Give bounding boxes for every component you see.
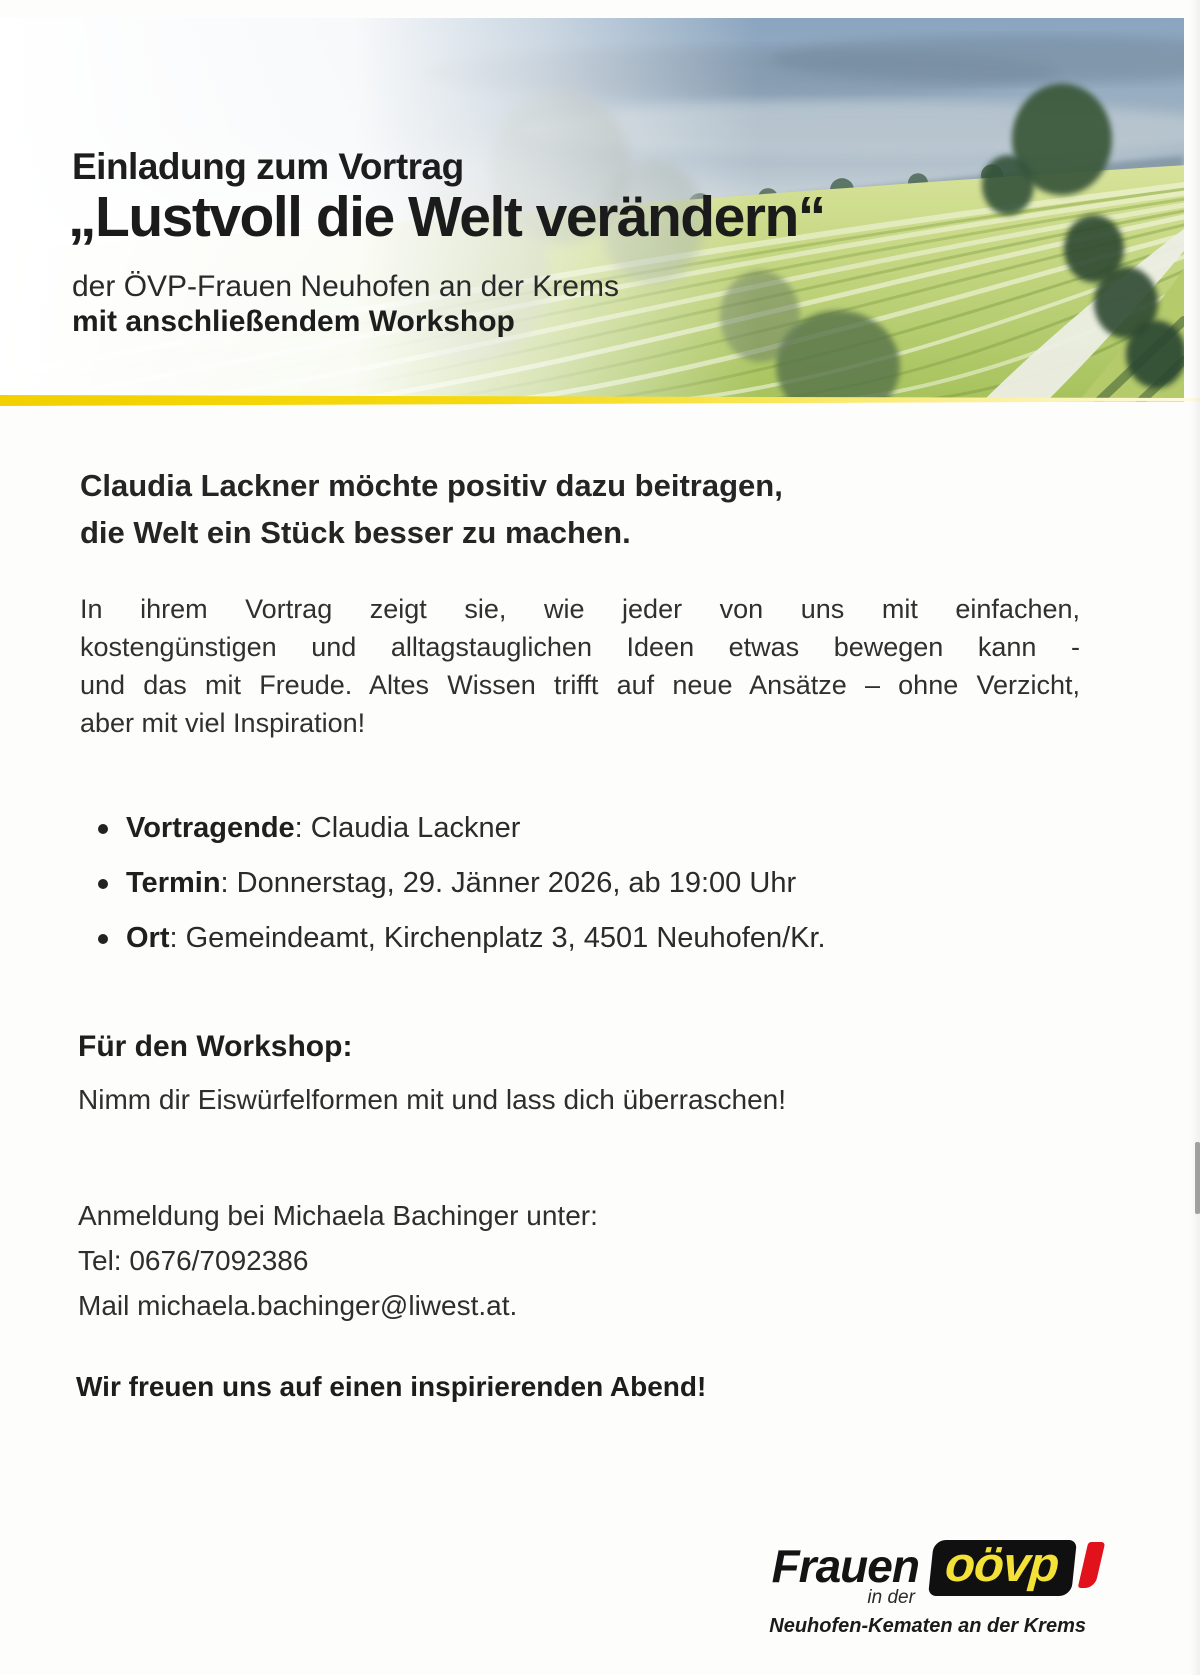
invite-line: Einladung zum Vortrag — [72, 146, 464, 187]
registration-phone: Tel: 0676/7092386 — [78, 1245, 309, 1276]
oovp-label: oövp — [943, 1538, 1061, 1592]
bullet-icon — [98, 934, 108, 944]
organizer-line: der ÖVP-Frauen Neuhofen an der Krems — [72, 270, 619, 303]
detail-value: : Gemeindeamt, Kirchenplatz 3, 4501 Neuhofen/Kr. — [169, 922, 826, 954]
registration-intro: Anmeldung bei Michaela Bachinger unter: — [78, 1200, 598, 1231]
detail-text — [126, 922, 826, 955]
paragraph-line: kostengünstigen und alltagstauglichen Ideen etwas bewegen kann - — [80, 632, 1080, 662]
detail-text — [126, 867, 796, 900]
bullet-icon — [98, 824, 108, 834]
detail-label: Vortragende — [126, 812, 295, 844]
in-der-text: in der — [867, 1587, 915, 1608]
scan-edge-sliver — [1195, 1142, 1200, 1214]
details-list — [98, 812, 826, 955]
workshop-subtitle: mit anschließendem Workshop — [72, 305, 515, 338]
detail-text — [126, 812, 520, 845]
detail-value: : Claudia Lackner — [294, 812, 521, 844]
detail-item-date — [98, 867, 826, 900]
detail-item-location — [98, 922, 826, 955]
logo-row — [700, 1540, 1100, 1609]
workshop-note: Nimm dir Eiswürfelformen mit und lass dich überraschen! — [78, 1084, 787, 1115]
red-flag-icon — [1078, 1542, 1106, 1588]
oovp-badge — [928, 1540, 1077, 1596]
logo-region: Neuhofen-Kematen an der Krems — [769, 1615, 1086, 1637]
paragraph-line: und das mit Freude. Altes Wissen trifft auf neue Ansätze – ohne Verzicht, — [80, 670, 1080, 700]
scan-edge-shade — [1190, 0, 1200, 1675]
intro-paragraph — [80, 590, 1080, 742]
detail-label: Ort — [126, 922, 170, 954]
paragraph-line: aber mit viel Inspiration! — [80, 708, 366, 738]
frauen-wordmark — [771, 1540, 919, 1609]
bullet-icon — [98, 879, 108, 889]
detail-value: : Donnerstag, 29. Jänner 2026, ab 19:00 Uhr — [220, 867, 797, 899]
page-title: „Lustvoll die Welt verändern“ — [68, 185, 825, 249]
lead-text — [80, 462, 783, 556]
detail-label: Termin — [126, 867, 221, 899]
closing-line: Wir freuen uns auf einen inspirierenden Abend! — [76, 1371, 707, 1402]
workshop-heading: Für den Workshop: — [78, 1030, 353, 1063]
registration-email: Mail michaela.bachinger@liwest.at. — [78, 1290, 518, 1321]
lead-line-2: die Welt ein Stück besser zu machen. — [80, 515, 631, 550]
detail-item-speaker — [98, 812, 826, 845]
oovp-frauen-logo — [700, 1540, 1100, 1638]
paragraph-line: In ihrem Vortrag zeigt sie, wie jeder von uns mit einfachen, — [80, 594, 1080, 624]
frauen-text: Frauen — [771, 1540, 919, 1592]
lead-line-1: Claudia Lackner möchte positiv dazu beitragen, — [80, 468, 783, 503]
registration-block — [78, 1200, 598, 1322]
